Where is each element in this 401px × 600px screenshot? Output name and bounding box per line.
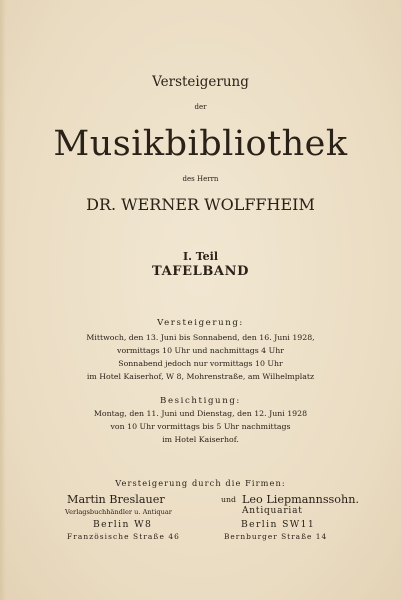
main-title: Musikbibliothek: [53, 124, 348, 164]
viewing-line: Montag, den 11. Juni und Dienstag, den 12. Juni 1928: [93, 409, 308, 418]
firm-left-street: Französische Straße 46: [67, 532, 180, 541]
firm-left-name: Martin Breslauer: [67, 493, 165, 506]
firms-heading: Versteigerung durch die Firmen:: [115, 478, 286, 488]
owner-name: DR. WERNER WOLFFHEIM: [86, 195, 315, 214]
auction-line: im Hotel Kaiserhof, W 8, Mohrenstraße, am Wilhelmplatz: [86, 372, 315, 381]
auction-line: Sonnabend jedoch nur vormittags 10 Uhr: [118, 359, 283, 368]
firm-right-city: Berlin SW11: [241, 519, 316, 530]
auction-line: vormittags 10 Uhr und nachmittags 4 Uhr: [117, 346, 284, 355]
firm-connector: und: [221, 495, 237, 504]
firm-right-subtitle: Antiquariat: [242, 506, 303, 516]
firm-right-name: Leo Liepmannssohn.: [242, 493, 360, 506]
auction-line: Mittwoch, den 13. Juni bis Sonnabend, den 16. Juni 1928,: [86, 333, 315, 342]
part-label: I. Teil: [182, 250, 219, 263]
heading-des-herrn: des Herrn: [182, 175, 219, 183]
firm-left-subtitle: Verlagsbuchhändler u. Antiquar: [65, 508, 172, 516]
viewing-line: von 10 Uhr vormittags bis 5 Uhr nachmittags: [110, 422, 291, 431]
volume-label: TAFELBAND: [152, 264, 249, 279]
viewing-heading: Besichtigung:: [160, 396, 241, 406]
heading-versteigerung: Versteigerung: [152, 74, 249, 90]
viewing-line: im Hotel Kaiserhof.: [162, 435, 239, 444]
firm-right-street: Bernburger Straße 14: [224, 532, 328, 541]
auction-heading: Versteigerung:: [157, 318, 244, 328]
heading-der: der: [194, 103, 207, 111]
firm-left-city: Berlin W8: [93, 519, 153, 530]
